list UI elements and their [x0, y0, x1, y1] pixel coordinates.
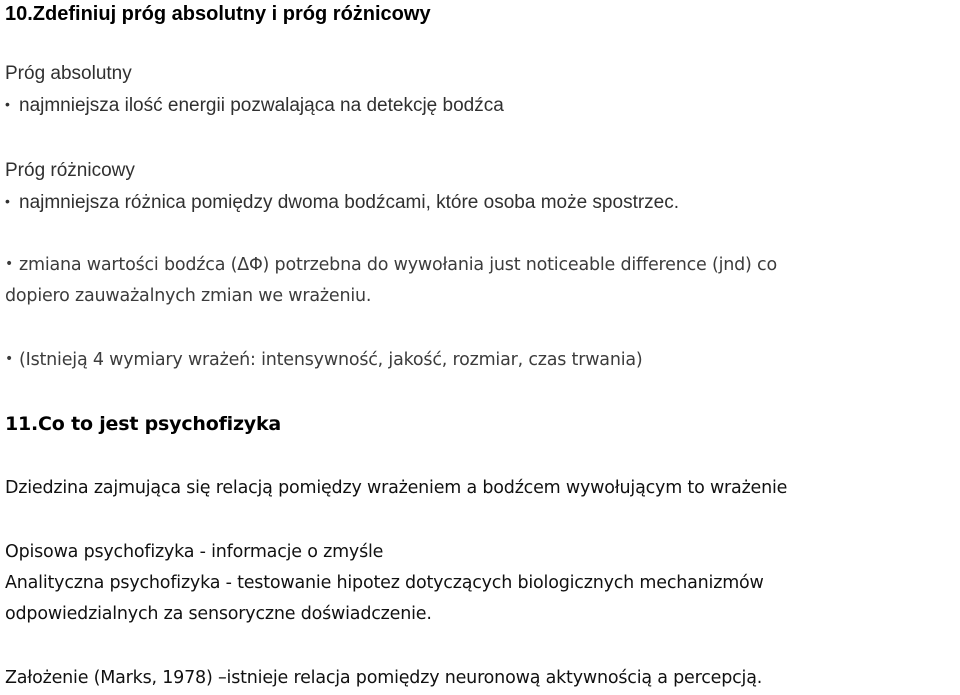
absolute-threshold-text: najmniejsza ilość energii pozwalająca na detekcję bodźca: [19, 95, 504, 116]
bullet-icon: •: [5, 193, 10, 209]
analytic-psychophysics-line2: odpowiedzialnych za sensoryczne doświadczenie.: [5, 604, 432, 624]
heading-question-10: 10.Zdefiniuj próg absolutny i próg różnicowy: [5, 3, 431, 25]
difference-threshold-title: Próg różnicowy: [5, 160, 135, 181]
descriptive-psychophysics: Opisowa psychofizyka - informacje o zmyśle: [5, 542, 384, 562]
dimensions-bullet: [5, 352, 643, 370]
jnd-bullet: [5, 257, 777, 275]
absolute-threshold-bullet: [5, 96, 504, 115]
difference-threshold-bullet: [5, 193, 679, 212]
bullet-icon: •: [5, 256, 14, 272]
absolute-threshold-title: Próg absolutny: [5, 63, 132, 84]
bullet-icon: •: [5, 351, 14, 367]
difference-threshold-text: najmniejsza różnica pomiędzy dwoma bodźcami, które osoba może spostrzec.: [19, 192, 680, 213]
heading-question-11: 11.Co to jest psychofizyka: [5, 413, 282, 435]
dimensions-text: (Istnieją 4 wymiary wrażeń: intensywność, jakość, rozmiar, czas trwania): [19, 350, 643, 370]
bullet-icon: •: [5, 96, 10, 112]
psychophysics-definition: Dziedzina zajmująca się relacją pomiędzy wrażeniem a bodźcem wywołującym to wrażenie: [5, 478, 788, 498]
jnd-text-line1: zmiana wartości bodźca (ΔΦ) potrzebna do wywołania just noticeable difference (jnd) co: [19, 255, 777, 275]
jnd-text-line2: dopiero zauważalnych zmian we wrażeniu.: [5, 286, 372, 306]
assumption-statement: Założenie (Marks, 1978) –istnieje relacja pomiędzy neuronową aktywnością a percepcją.: [5, 668, 763, 688]
analytic-psychophysics-line1: Analityczna psychofizyka - testowanie hipotez dotyczących biologicznych mechanizmów: [5, 573, 764, 593]
